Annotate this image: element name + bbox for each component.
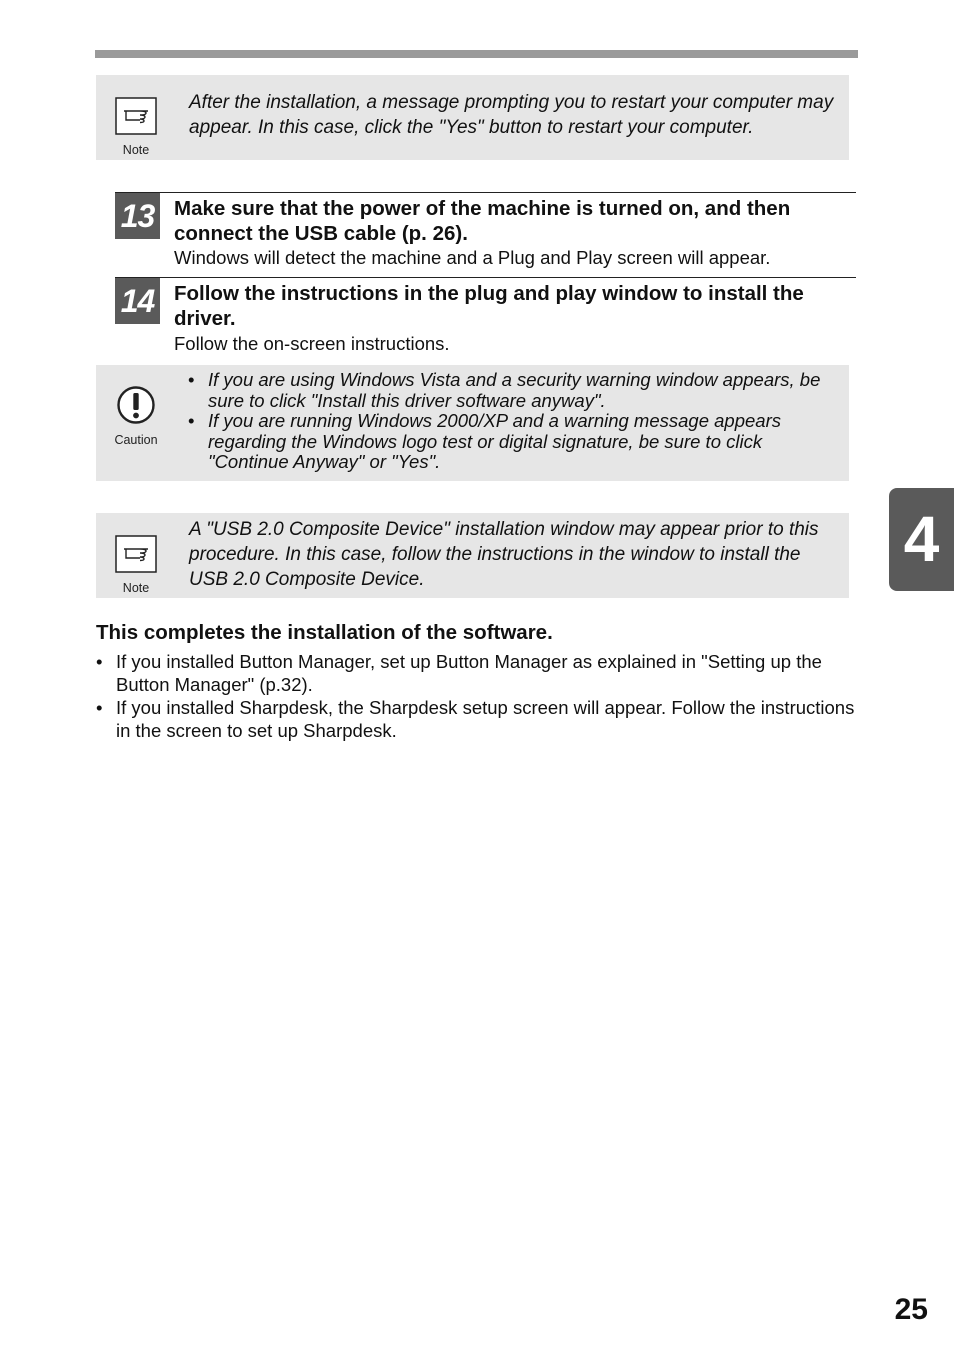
caution-icon-block [106, 385, 166, 447]
bullet: • [188, 410, 195, 431]
top-divider [95, 50, 858, 58]
bullet: • [96, 651, 103, 672]
pointing-hand-icon [115, 97, 157, 135]
completion-item-text: If you installed Sharpdesk, the Sharpdesk setup screen will appear. Follow the instructions in the screen to set up Sharpdesk. [116, 697, 855, 741]
chapter-tab: 4 [889, 488, 954, 591]
step-13-body: Windows will detect the machine and a Plug and Play screen will appear. [174, 247, 771, 268]
completion-title: This completes the installation of the software. [96, 621, 553, 644]
note-text-usb-composite: A "USB 2.0 Composite Device" installation window may appear prior to this procedure. In this case, follow the instructions in the window to install the USB 2.0 Composite Device. [189, 519, 819, 590]
note-label: Note [122, 143, 150, 157]
caution-list [186, 370, 846, 473]
note-icon-block [106, 97, 166, 157]
caution-item [186, 370, 846, 411]
step-13-number: 13 [115, 193, 160, 239]
step-14-number: 14 [115, 278, 160, 324]
step-14-rule [115, 277, 856, 278]
note-box-restart [96, 75, 849, 160]
exclamation-icon [116, 385, 156, 425]
note-icon-block [106, 535, 166, 595]
caution-label: Caution [114, 433, 158, 447]
step-14-title: Follow the instructions in the plug and play window to install the driver. [174, 282, 804, 330]
completion-item [96, 696, 858, 742]
caution-item-text: If you are running Windows 2000/XP and a warning message appears regarding the Windows logo test or digital signature, be sure to click "Continue Anyway" or "Yes". [208, 410, 781, 472]
note-box-usb-composite [96, 513, 849, 598]
note-text-restart: After the installation, a message prompting you to restart your computer may appear. In this case, click the "Yes" button to restart your computer. [189, 92, 834, 138]
completion-list [96, 650, 858, 742]
page-number: 25 [894, 1293, 928, 1326]
completion-item [96, 650, 858, 696]
pointing-hand-icon [115, 535, 157, 573]
bullet: • [188, 369, 195, 390]
step-14-body: Follow the on-screen instructions. [174, 333, 450, 354]
caution-item [186, 411, 846, 473]
completion-item-text: If you installed Button Manager, set up Button Manager as explained in "Setting up the Button Manager" (p.32). [116, 651, 822, 695]
note-label: Note [122, 581, 150, 595]
step-13-title: Make sure that the power of the machine is turned on, and then connect the USB cable (p. 26). [174, 197, 791, 245]
caution-item-text: If you are using Windows Vista and a security warning window appears, be sure to click "Install this driver software anyway". [208, 369, 821, 411]
bullet: • [96, 697, 103, 718]
step-13-rule [115, 192, 856, 193]
